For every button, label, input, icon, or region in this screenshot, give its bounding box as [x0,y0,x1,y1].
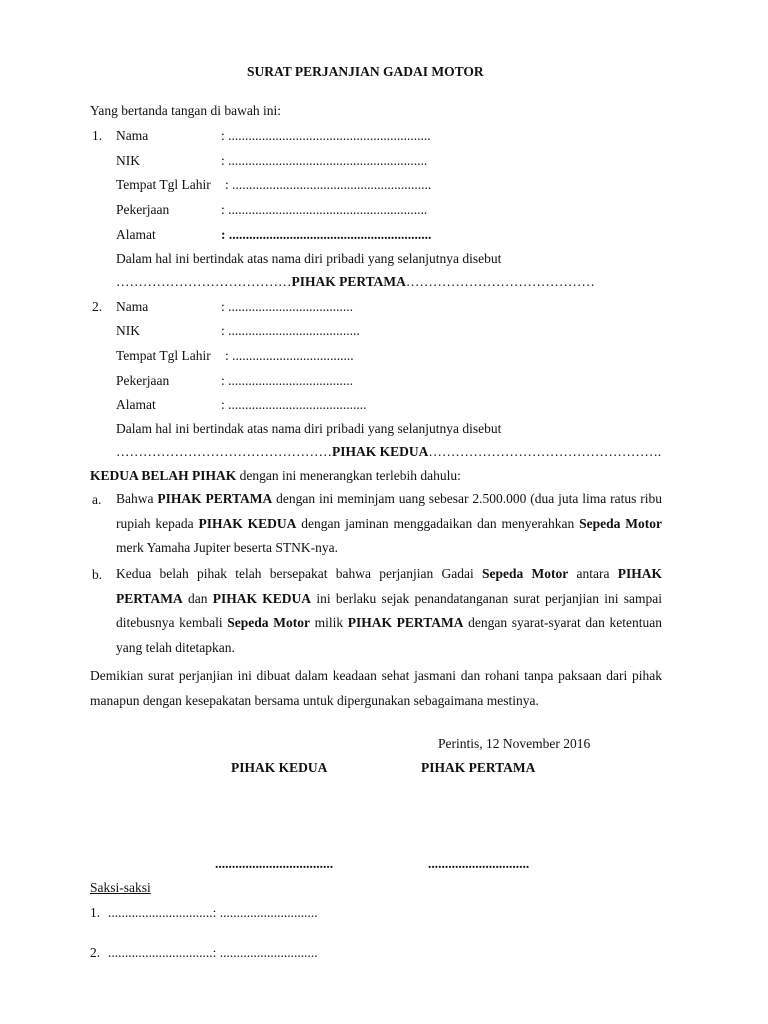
clause-b-part: antara [568,566,618,581]
clause-a-marker: a. [92,492,102,507]
intro-text: Yang bertanda tangan di bawah ini: [90,103,281,118]
place-date: Perintis, 12 November 2016 [438,736,591,751]
party2-job-label: Pekerjaan [116,373,170,388]
clause-b-part: dengan syarat-syarat dan ketentuan yang telah ditetapkan. [116,615,662,655]
party2-birth-value: : .................................... [225,348,354,363]
party2-address-value: : ......................................... [221,397,367,412]
clause-b-bold: PIHAK PERTAMA [347,615,464,630]
witness-line: ...............................: ............................. [108,905,318,920]
clause-a-part: dengan jaminan menggadaikan dan menyerahkan [296,515,580,531]
clause-a-bold: Sepeda Motor [579,515,662,531]
closing-paragraph: Demikian surat perjanjian ini dibuat dalam keadaan sehat jasmani dan rohani tanpa paksaan dari pihak manapun dengan kesepakatan bersama untuk dipergunakan sebagaimana mestinya. [90,668,662,708]
witness-number: 1. [90,905,101,920]
party1-role-line [116,273,595,291]
party1-role: PIHAK PERTAMA [291,274,406,289]
dotted-filler: ………………………………… [116,274,292,289]
declaration-bold: KEDUA BELAH PIHAK [90,468,237,483]
party1-job-label: Pekerjaan [116,202,170,217]
witness-line: ...............................: ............................. [108,945,318,960]
party1-birth-value: : ........................................................... [225,177,432,192]
party2-name-value: : ..................................... [221,299,354,314]
clause-a-bold: PIHAK PERTAMA [157,491,273,506]
clause-a-part: dengan ini meminjam uang sebesar 2.500.000 (dua juta lima ratus ribu rupiah kepada [116,491,662,531]
clause-b-bold: Sepeda Motor [481,566,569,581]
clause-b-text [116,562,662,660]
party2-address-label: Alamat [116,397,156,412]
party1-number: 1. [92,128,103,143]
party2-number: 2. [92,299,103,314]
party2-role: PIHAK KEDUA [332,444,429,459]
clause-a-part: merk Yamaha Jupiter beserta STNK-nya. [116,540,338,555]
signature-right-role: PIHAK PERTAMA [421,760,536,775]
party2-job-value: : ..................................... [221,373,354,388]
clause-b-bold: Sepeda Motor [227,615,310,630]
signature-left-line: ................................... [215,856,334,871]
party1-job-value: : ........................................................... [221,202,428,217]
declaration-text: dengan ini menerangkan terlebih dahulu: [236,468,461,483]
party2-role-line [116,443,661,461]
signature-right-line: .............................. [428,856,530,871]
party1-nik-value: : ........................................................... [221,153,428,168]
party2-name-label: Nama [116,299,149,314]
party2-nik-label: NIK [116,323,140,338]
witness-number: 2. [90,945,101,960]
party2-statement: Dalam hal ini bertindak atas nama diri pribadi yang selanjutnya disebut [116,421,502,436]
signature-left-role: PIHAK KEDUA [231,760,328,775]
document-title: SURAT PERJANJIAN GADAI MOTOR [247,64,484,79]
party1-address-value: : ............................................................ [221,227,432,242]
dotted-filler: ……………………………………………. [428,444,662,459]
clause-b-part: dan [182,590,213,606]
party1-name-label: Nama [116,128,149,143]
witnesses-heading: Saksi-saksi [90,880,151,895]
clause-b-part: Kedua belah pihak telah bersepakat bahwa perjanjian Gadai [116,566,482,581]
party1-name-value: : ............................................................ [221,128,431,143]
clause-a-text [116,487,662,561]
party1-birth-label: Tempat Tgl Lahir [116,177,211,192]
dotted-filler: ………………………………………… [116,444,332,459]
party1-statement: Dalam hal ini bertindak atas nama diri pribadi yang selanjutnya disebut [116,251,502,266]
clause-b-part: milik [309,615,348,630]
clause-b-marker: b. [92,567,103,582]
party2-birth-label: Tempat Tgl Lahir [116,348,211,363]
clause-a-part: Bahwa [116,491,158,506]
clause-a-bold: PIHAK KEDUA [198,515,297,531]
party1-address-label: Alamat [116,227,156,242]
party2-nik-value: : ....................................... [221,323,360,338]
party1-nik-label: NIK [116,153,140,168]
dotted-filler: …………………………………… [405,274,595,289]
declaration-line [90,467,461,485]
clause-b-part: ini berlaku sejak penandatanganan surat perjanjian ini sampai ditebusnya kembali [116,590,662,630]
clause-b-bold: PIHAK PERTAMA [116,566,662,606]
clause-b-bold: PIHAK KEDUA [212,590,312,606]
